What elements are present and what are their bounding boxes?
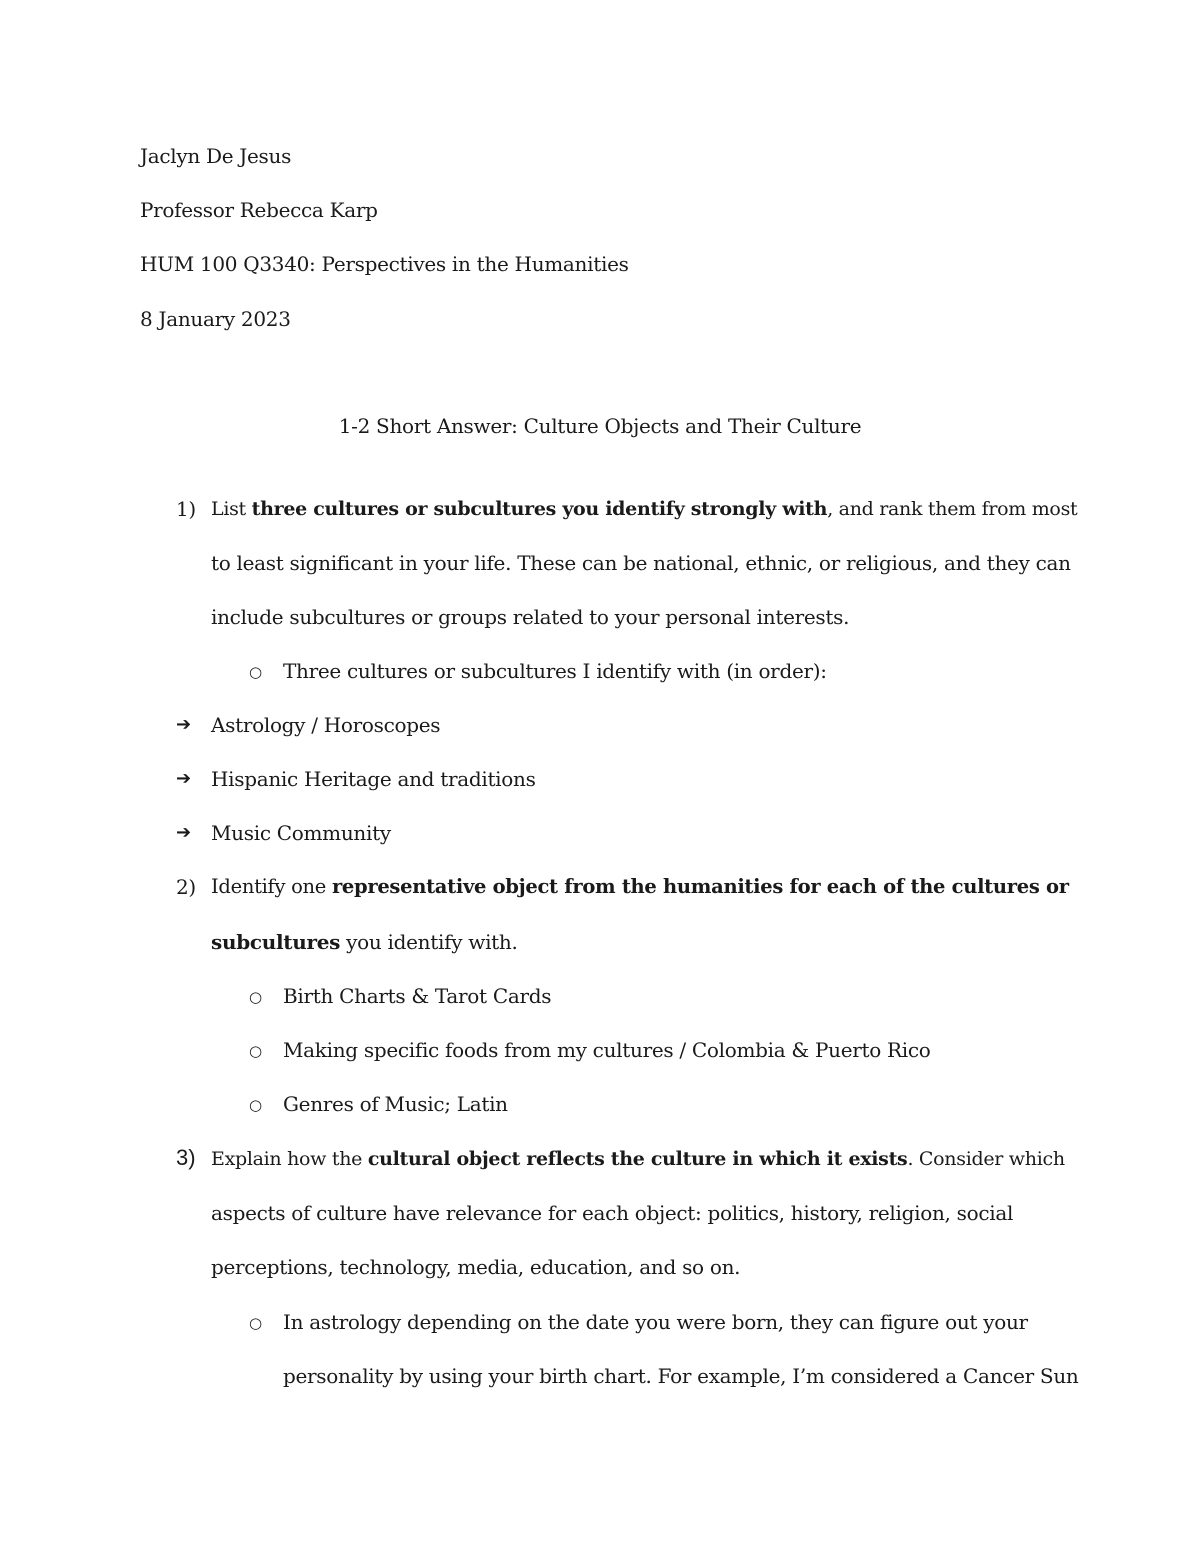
question-3-line-1-rest: . Consider which <box>907 1148 1065 1170</box>
culture-item-2: Hispanic Heritage and traditions <box>211 767 536 791</box>
arrow-bullet-icon: ➔ <box>176 822 192 843</box>
question-2-line-1 <box>211 874 1069 900</box>
question-1-emphasis: three cultures or subcultures you identify strongly with <box>251 498 828 520</box>
object-item-2: Making specific foods from my cultures / Colombia & Puerto Rico <box>283 1038 931 1062</box>
question-1-line-1 <box>211 496 1077 522</box>
object-item-3: Genres of Music; Latin <box>283 1092 508 1116</box>
question-1-line-1-rest: , and rank them from most <box>827 498 1078 520</box>
question-3-line-3: perceptions, technology, media, education, and so on. <box>211 1255 741 1279</box>
question-3-number: 3) <box>176 1145 196 1170</box>
culture-item-3: Music Community <box>211 821 391 845</box>
question-3-emphasis: cultural object reflects the culture in which it exists <box>367 1148 908 1170</box>
circle-bullet-icon: ○ <box>249 663 263 681</box>
circle-bullet-icon: ○ <box>249 1042 263 1060</box>
object-item-1: Birth Charts & Tarot Cards <box>283 984 552 1008</box>
question-2-line-2 <box>211 929 518 955</box>
professor-name: Professor Rebecca Karp <box>140 198 378 222</box>
question-2-prefix: Identify one <box>211 875 332 898</box>
course-name: HUM 100 Q3340: Perspectives in the Humanities <box>140 252 629 276</box>
question-2-line-2-rest: you identify with. <box>340 930 518 954</box>
arrow-bullet-icon: ➔ <box>176 768 192 789</box>
question-3-line-2: aspects of culture have relevance for each object: politics, history, religion, social <box>211 1201 1014 1225</box>
culture-item-1: Astrology / Horoscopes <box>211 713 441 737</box>
question-1-sub-item: Three cultures or subcultures I identify with (in order): <box>283 659 827 683</box>
document-title: 1-2 Short Answer: Culture Objects and Their Culture <box>338 414 862 438</box>
circle-bullet-icon: ○ <box>249 1096 263 1114</box>
circle-bullet-icon: ○ <box>249 1314 263 1332</box>
question-2-emphasis-1: representative object from the humanities for each of the cultures or <box>331 875 1069 898</box>
question-2-number: 2) <box>176 875 196 899</box>
question-1-line-3: include subcultures or groups related to your personal interests. <box>211 605 850 629</box>
circle-bullet-icon: ○ <box>249 988 263 1006</box>
arrow-bullet-icon: ➔ <box>176 714 192 735</box>
document-date: 8 January 2023 <box>140 307 291 331</box>
question-1-line-2: to least significant in your life. These can be national, ethnic, or religious, and they can <box>211 551 1071 575</box>
question-3-prefix: Explain how the <box>211 1148 368 1170</box>
question-3-answer-line-2: personality by using your birth chart. For example, I’m considered a Cancer Sun <box>283 1364 1079 1388</box>
question-2-emphasis-2: subcultures <box>211 930 341 954</box>
question-3-line-1 <box>211 1146 1065 1172</box>
author-name: Jaclyn De Jesus <box>140 144 292 168</box>
question-3-answer-line-1: In astrology depending on the date you were born, they can figure out your <box>283 1310 1028 1334</box>
question-1-prefix: List <box>211 498 252 520</box>
question-1-number: 1) <box>176 497 196 521</box>
